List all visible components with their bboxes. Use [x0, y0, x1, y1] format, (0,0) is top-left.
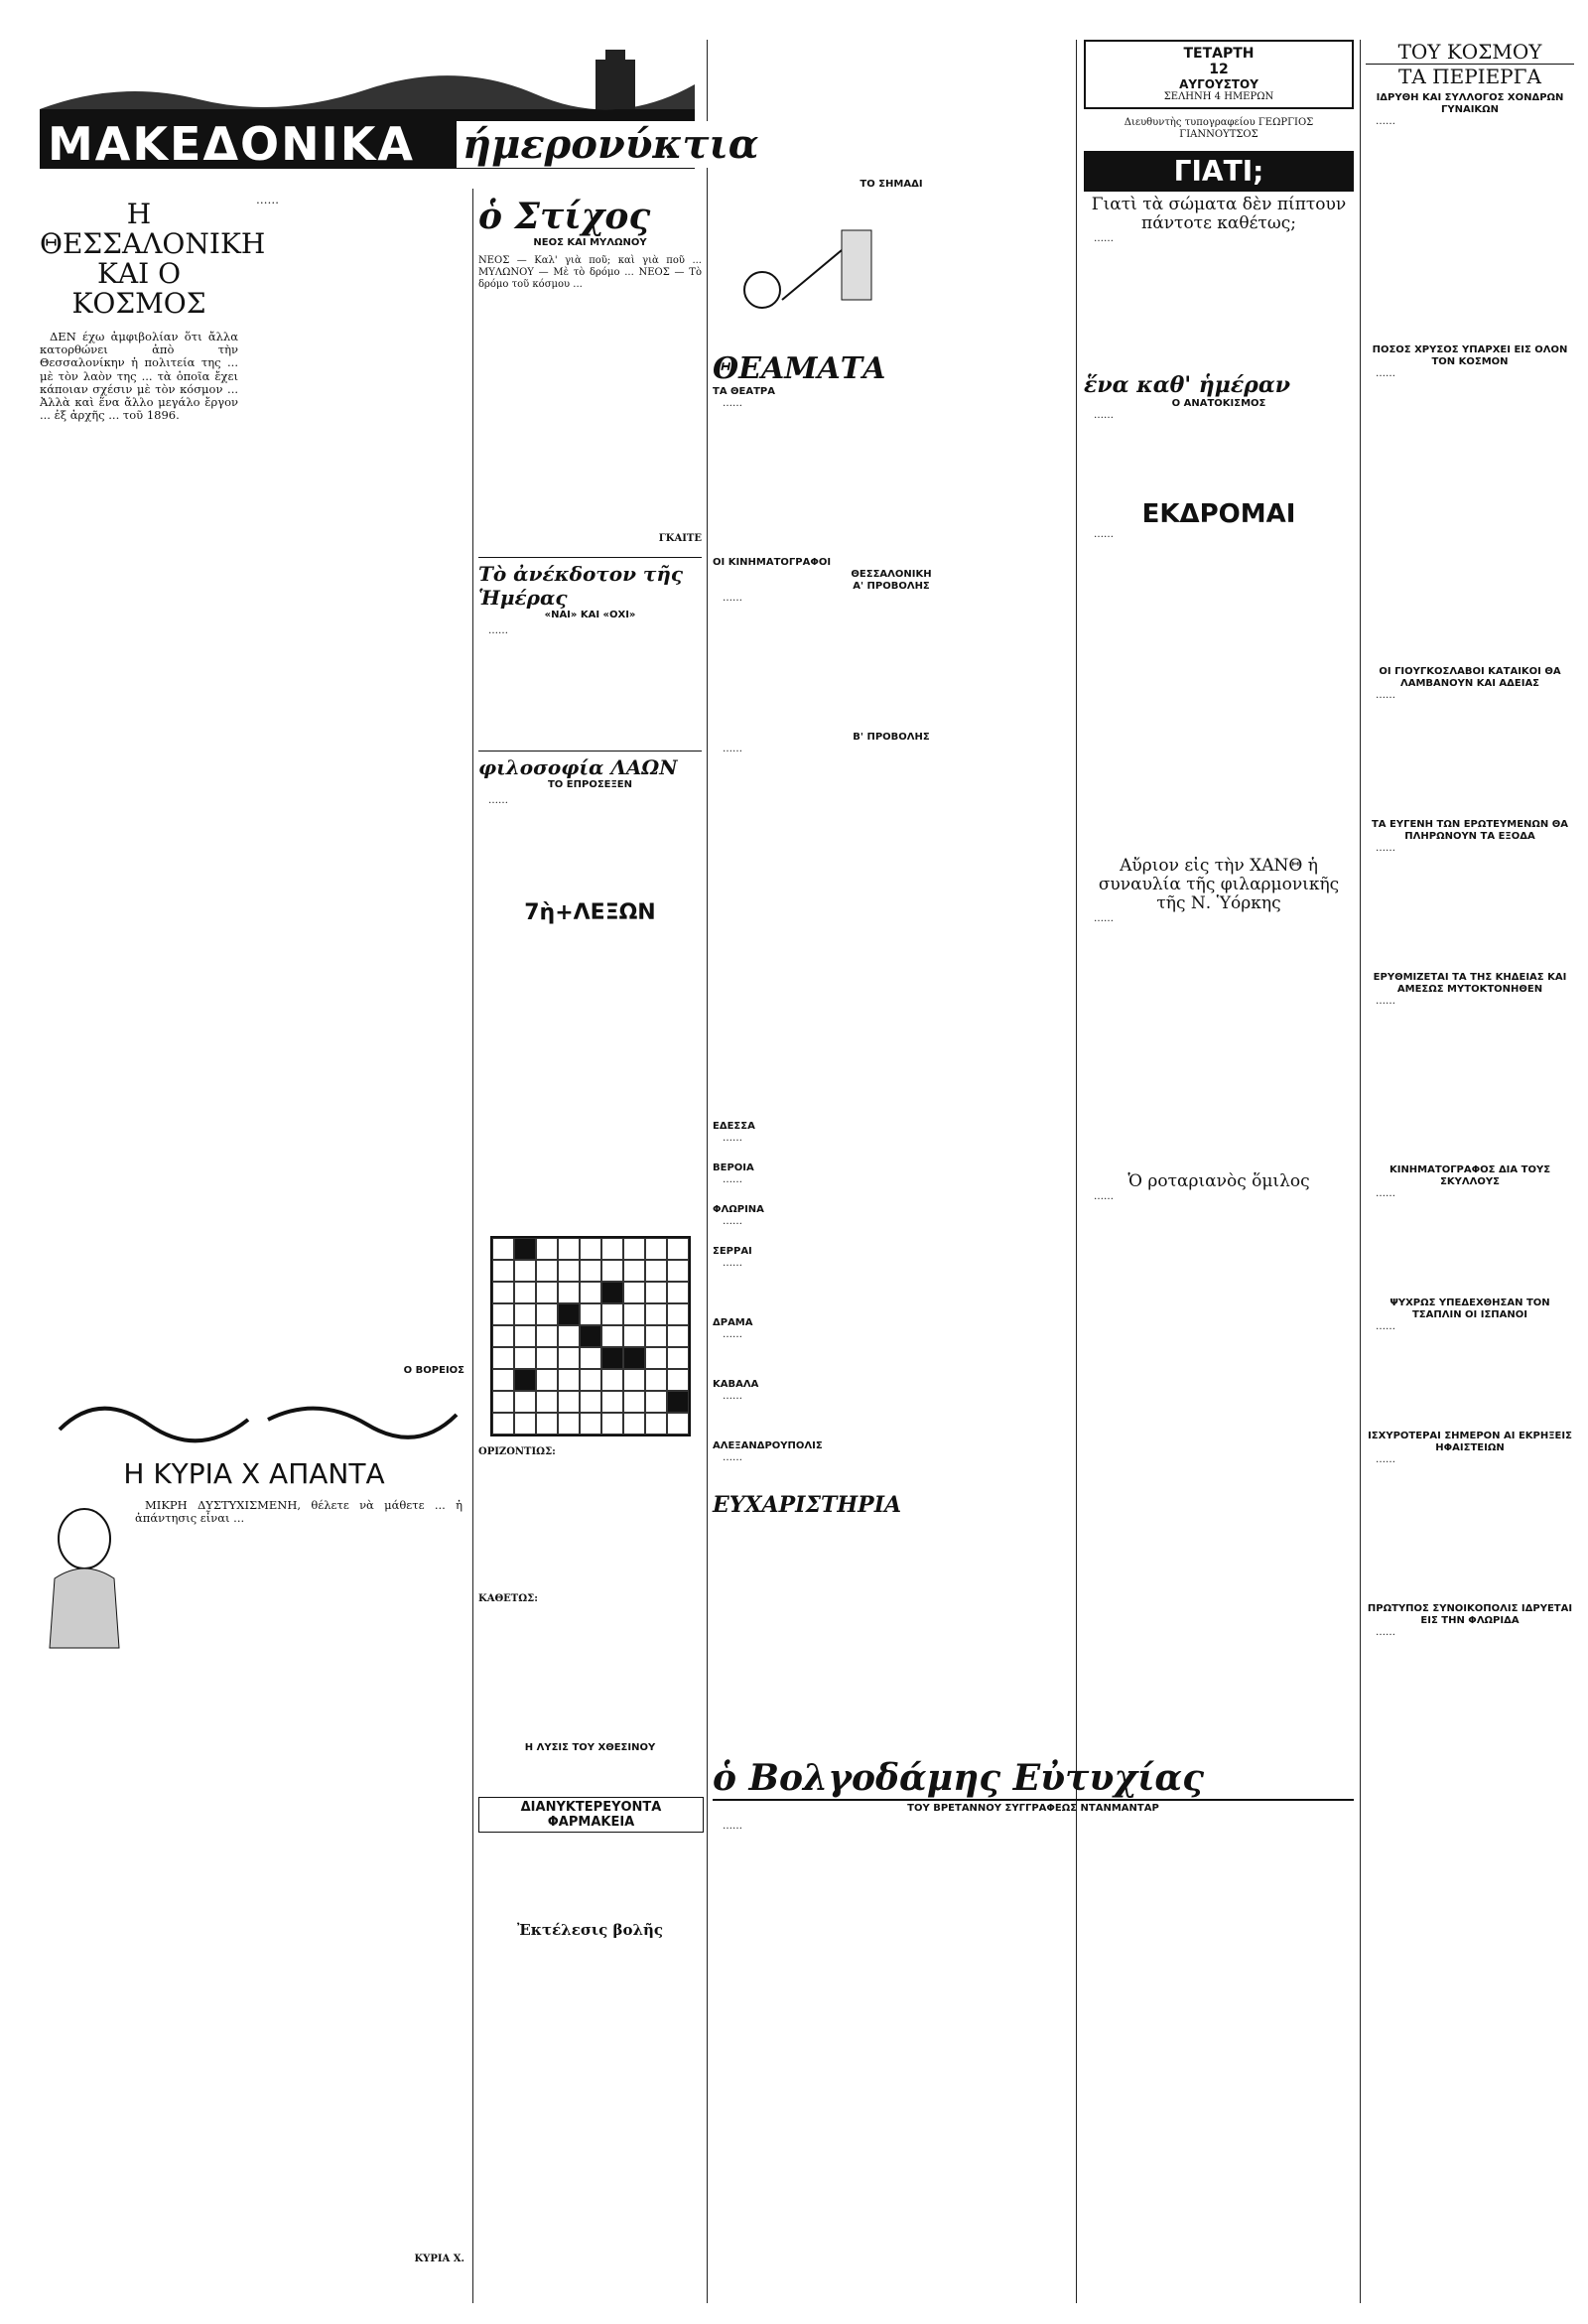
body-5: ……: [1376, 996, 1395, 1007]
ekdromai-body: ……: [1094, 529, 1114, 540]
crossword-cell[interactable]: [623, 1413, 645, 1435]
kavala-heading: ΚΑΒΑΛΑ: [713, 1379, 759, 1390]
crossword-cell[interactable]: [580, 1325, 601, 1347]
ekdromai-title: ΕΚΔΡΟΜΑΙ: [1141, 499, 1296, 529]
crossword-cell[interactable]: [601, 1391, 623, 1413]
heading-3: ΟΙ ΓΙΟΥΓΚΟΣΛΑΒΟΙ ΚΑΤΑΙΚΟΙ ΘΑ ΛΑΜΒΑΝΟΥΝ ΚΑΙ ΑΔΕΙΑΣ: [1379, 666, 1561, 689]
crossword-cell[interactable]: [580, 1260, 601, 1282]
article-body: ΔΕΝ έχω ἀμφιβολίαν ὅτι ἄλλα κατορθώνει ἀπὸ τὴν Θεσσαλονίκην ἡ πολιτεία της ... μὲ τὸν λαὸν της ... τὰ ὁποῖα ἔχει κάποιαν σχέσιν μὲ τὸν κόσμον ... Ἀλλὰ καὶ ἕνα ἄλλο μεγάλο ἔργον ... ἐξ ἀρχῆς ... τοῦ 1896.: [40, 330, 238, 423]
headline-thessaloniki: Η ΘΕΣΣΑΛΟΝΙΚΗ ΚΑΙ Ο ΚΟΣΜΟΣ: [40, 198, 266, 320]
crossword-cell[interactable]: [601, 1413, 623, 1435]
lexeon-vertical: ΚΑΘΕΤΩΣ:: [478, 1593, 538, 1604]
euxaristiria-title: ΕΥΧΑΡΙΣΤΗΡΙΑ: [713, 1492, 902, 1518]
crossword-cell[interactable]: [514, 1413, 536, 1435]
a-provoli-body: ……: [723, 593, 742, 604]
date-number: 12: [1209, 62, 1229, 77]
crossword-cell[interactable]: [558, 1391, 580, 1413]
crossword-cell[interactable]: [645, 1413, 667, 1435]
date-box: [1084, 40, 1354, 109]
crossword-cell[interactable]: [623, 1391, 645, 1413]
heading-9: ΠΡΩΤΥΠΟΣ ΣΥΝΟΙΚΟΠΟΛΙΣ ΙΔΡΥΕΤΑΙ ΕΙΣ ΤΗΝ ΦΛΩΡΙΔΑ: [1367, 1603, 1573, 1626]
crossword-cell[interactable]: [623, 1260, 645, 1282]
heading-1: ΙΔΡΥΘΗ ΚΑΙ ΣΥΛΛΟΓΟΣ ΧΟΝΔΡΩΝ ΓΥΝΑΙΚΩΝ: [1376, 92, 1564, 115]
crossword-cell[interactable]: [492, 1325, 514, 1347]
veroia-heading: ΒΕΡΟΙΑ: [713, 1162, 754, 1173]
crossword-cell[interactable]: [645, 1238, 667, 1260]
masthead-title: ΜΑΚΕΔΟΝΙΚΑ: [48, 117, 416, 171]
body-4: ……: [1376, 843, 1395, 854]
theatra-heading: ΤΑ ΘΕΑΤΡΑ: [713, 386, 776, 397]
crossword-cell[interactable]: [580, 1282, 601, 1303]
crossword-cell[interactable]: [580, 1303, 601, 1325]
heading-2: ΠΟΣΟΣ ΧΡΥΣΟΣ ΥΠΑΡΧΕΙ ΕΙΣ ΟΛΟΝ ΤΟΝ ΚΟΣΜΟΝ: [1372, 344, 1568, 367]
body-7: ……: [1376, 1321, 1395, 1332]
crossword-cell[interactable]: [667, 1347, 689, 1369]
crossword-cell[interactable]: [645, 1282, 667, 1303]
column-2: [478, 194, 702, 2308]
crossword-cell[interactable]: [645, 1391, 667, 1413]
crossword-cell[interactable]: [514, 1303, 536, 1325]
crossword-cell[interactable]: [580, 1391, 601, 1413]
cartoon-title: ΤΟ ΣΗΜΑΔΙ: [860, 179, 923, 190]
alexandroupolis-heading: ΑΛΕΞΑΝΔΡΟΥΠΟΛΙΣ: [713, 1440, 823, 1451]
crossword-cell[interactable]: [492, 1413, 514, 1435]
crossword-cell[interactable]: [667, 1369, 689, 1391]
stixos-title: ὁ Στίχος: [478, 196, 651, 237]
feature-signature: ΚΥΡΙΑ Χ.: [414, 2254, 464, 2264]
crossword-cell[interactable]: [667, 1413, 689, 1435]
date-info: ΣΕΛΗΝΗ 4 ΗΜΕΡΩΝ: [1163, 91, 1274, 102]
crossword-cell[interactable]: [536, 1260, 558, 1282]
masthead: [40, 50, 759, 184]
serres-heading: ΣΕΡΡΑΙ: [713, 1246, 752, 1257]
pharmacies-title: ΔΙΑΝΥΚΤΕΡΕΥΟΝΤΑ ΦΑΡΜΑΚΕΙΑ: [478, 1797, 704, 1833]
crossword-cell[interactable]: [667, 1260, 689, 1282]
romance-serial: [713, 1757, 1354, 2293]
article-body-continued: ……: [256, 193, 279, 206]
body-8: ……: [1376, 1454, 1395, 1465]
printer-info: Διευθυντὴς τυπογραφείου ΓΕΩΡΓΙΟΣ ΓΙΑΝΝΟΥΤΣΟΣ: [1124, 117, 1314, 140]
crossword-cell[interactable]: [645, 1325, 667, 1347]
crossword-cell[interactable]: [623, 1238, 645, 1260]
filosofia-title: φιλοσοφία ΛΑΩΝ: [478, 751, 702, 779]
tou-kosmou-title: ΤΟΥ ΚΟΣΜΟΥ: [1366, 40, 1574, 65]
crossword-cell[interactable]: [514, 1391, 536, 1413]
alexandroupolis-body: ……: [723, 1452, 742, 1463]
crossword-cell[interactable]: [667, 1303, 689, 1325]
crossword-cell[interactable]: [667, 1325, 689, 1347]
ornament-illustration: [40, 1390, 468, 1449]
romance-body: ……: [723, 1821, 742, 1832]
theatra-body: ……: [723, 398, 742, 409]
veroia-body: ……: [723, 1174, 742, 1185]
edessa-body: ……: [723, 1133, 742, 1144]
column-6: [1366, 40, 1574, 2303]
giati-subtitle: Γιατὶ τὰ σώματα δὲν πίπτουν πάντοτε καθέτως;: [1091, 195, 1347, 233]
lexeon-horizontal: ΟΡΙΖΟΝΤΙΩΣ:: [478, 1446, 556, 1457]
crossword-cell[interactable]: [492, 1369, 514, 1391]
kinimatografoi-heading: ΟΙ ΚΙΝΗΜΑΤΟΓΡΑΦΟΙ: [713, 557, 832, 568]
crossword-cell[interactable]: [492, 1260, 514, 1282]
crossword-cell[interactable]: [580, 1369, 601, 1391]
kavala-body: ……: [723, 1391, 742, 1402]
florina-heading: ΦΛΩΡΙΝΑ: [713, 1204, 764, 1215]
giati-body: ……: [1094, 233, 1114, 244]
heading-8: ΙΣΧΥΡΟΤΕΡΑΙ ΣΗΜΕΡΟΝ ΑΙ ΕΚΡΗΞΕΙΣ ΗΦΑΙΣΤΕΙΩΝ: [1368, 1431, 1572, 1453]
crossword-cell[interactable]: [667, 1282, 689, 1303]
crossword-cell[interactable]: [492, 1391, 514, 1413]
date-day: ΤΕΤΑΡΤΗ: [1183, 46, 1255, 62]
crossword-cell[interactable]: [601, 1282, 623, 1303]
body-3: ……: [1376, 690, 1395, 701]
anatoksismos-heading: Ο ΑΝΑΤΟΚΙΣΜΟΣ: [1171, 398, 1266, 409]
heading-7: ΨΥΧΡΩΣ ΥΠΕΔΕΧΘΗΣΑΝ ΤΟΝ ΤΣΑΠΛΙΝ ΟΙ ΙΣΠΑΝΟΙ: [1390, 1298, 1550, 1320]
crossword-grid[interactable]: [490, 1236, 691, 1436]
crossword-cell[interactable]: [558, 1282, 580, 1303]
column-rule: [1360, 40, 1361, 2303]
anekdoton-body: ……: [488, 625, 508, 636]
stixos-signature: ΓΚΑΙΤΕ: [658, 533, 702, 544]
crossword-cell[interactable]: [492, 1347, 514, 1369]
b-provoli-body: ……: [723, 744, 742, 754]
heading-5: ΕΡΥΘΜΙΖΕΤΑΙ ΤΑ ΤΗΣ ΚΗΔΕΙΑΣ ΚΑΙ ΑΜΕΣΩΣ ΜΥΤΟΚΤΟΝΗΘΕΝ: [1373, 972, 1567, 995]
crossword-cell[interactable]: [558, 1347, 580, 1369]
crossword-cell[interactable]: [514, 1347, 536, 1369]
crossword-cell[interactable]: [580, 1238, 601, 1260]
feature-kyria-x: [40, 1390, 468, 2283]
heading-4: ΤΑ ΕΥΓΕΝΗ ΤΩΝ ΕΡΩΤΕΥΜΕΝΩΝ ΘΑ ΠΛΗΡΩΝΟΥΝ ΤΑ ΕΞΟΔΑ: [1371, 819, 1568, 842]
crossword-cell[interactable]: [536, 1347, 558, 1369]
rotarianos-headline: Ὁ ροταριανὸς ὅμιλος: [1127, 1171, 1310, 1191]
lady-illustration: [40, 1499, 129, 1648]
crossword-cell[interactable]: [558, 1303, 580, 1325]
avrion-body: ……: [1094, 913, 1114, 924]
drama-heading: ΔΡΑΜΑ: [713, 1317, 753, 1328]
crossword-cell[interactable]: [536, 1303, 558, 1325]
column-rule: [472, 189, 473, 2303]
body-9: ……: [1376, 1627, 1395, 1638]
body-2: ……: [1376, 368, 1395, 379]
crossword-cell[interactable]: [623, 1325, 645, 1347]
body-1: ……: [1376, 116, 1395, 127]
drama-body: ……: [723, 1329, 742, 1340]
crossword-cell[interactable]: [601, 1303, 623, 1325]
theamata-title: ΘΕΑΜΑΤΑ: [713, 351, 886, 386]
rotarianos-body: ……: [1094, 1191, 1114, 1202]
signature: Ο ΒΟΡΕΙΟΣ: [403, 1365, 464, 1376]
crossword-cell[interactable]: [536, 1413, 558, 1435]
crossword-cell[interactable]: [580, 1347, 601, 1369]
anekdoton-title: Τὸ ἀνέκδοτον τῆς Ἡμέρας: [478, 557, 702, 610]
edessa-heading: ΕΔΕΣΣΑ: [713, 1121, 755, 1132]
crossword-cell[interactable]: [514, 1238, 536, 1260]
lexeon-title: 7ὴ+ΛΕΞΩΝ: [524, 900, 656, 925]
crossword-cell[interactable]: [514, 1260, 536, 1282]
crossword-cell[interactable]: [623, 1303, 645, 1325]
crossword-cell[interactable]: [645, 1369, 667, 1391]
filosofia-body: ……: [488, 795, 508, 806]
crossword-cell[interactable]: [645, 1303, 667, 1325]
a-provoli-heading: Α' ΠΡΟΒΟΛΗΣ: [853, 581, 930, 592]
crossword-cell[interactable]: [558, 1369, 580, 1391]
crossword-cell[interactable]: [601, 1260, 623, 1282]
romance-subtitle: ΤΟΥ ΒΡΕΤΑΝΝΟΥ ΣΥΓΓΡΑΦΕΩΣ ΝΤΑΝΜΑΝΤΑΡ: [907, 1803, 1159, 1814]
feature-title: Η ΚΥΡΙΑ Χ ΑΠΑΝΤΑ: [123, 1457, 385, 1490]
crossword-cell[interactable]: [514, 1369, 536, 1391]
crossword-cell[interactable]: [536, 1238, 558, 1260]
crossword-cell[interactable]: [601, 1369, 623, 1391]
crossword-cell[interactable]: [492, 1282, 514, 1303]
thessaloniki-heading: ΘΕΣΣΑΛΟΝΙΚΗ: [851, 569, 932, 580]
anekdoton-subtitle: «ΝΑΙ» ΚΑΙ «ΟΧΙ»: [544, 610, 636, 620]
florina-body: ……: [723, 1216, 742, 1227]
crossword-cell[interactable]: [667, 1238, 689, 1260]
crossword-cell[interactable]: [536, 1282, 558, 1303]
crossword-cell[interactable]: [623, 1347, 645, 1369]
lexeon-solution: Η ΛΥΣΙΣ ΤΟΥ ΧΘΕΣΙΝΟΥ: [524, 1742, 656, 1753]
stixos-body: ΝΕΟΣ — Καλ' γιὰ ποῦ; καὶ γιὰ ποῦ ... ΜΥΛΩΝΟΥ — Μὲ τὸ δρόμο ... ΝΕΟΣ — Τὸ δρόμο τοῦ κόσμου ...: [478, 255, 702, 290]
crossword-cell[interactable]: [558, 1260, 580, 1282]
crossword-cell[interactable]: [514, 1325, 536, 1347]
ta-periergs-title: ΤΑ ΠΕΡΙΕΡΓΑ: [1398, 65, 1541, 88]
crossword-cell[interactable]: [492, 1238, 514, 1260]
execution-title: Ἐκτέλεσις βολῆς: [516, 1921, 664, 1939]
stixos-subtitle: ΝΕΟΣ ΚΑΙ ΜΥΛΩΝΟΥ: [533, 237, 647, 248]
crossword-cell[interactable]: [580, 1413, 601, 1435]
crossword-cell[interactable]: [667, 1391, 689, 1413]
crossword-cell[interactable]: [492, 1303, 514, 1325]
anatoksismos-body: ……: [1094, 410, 1114, 421]
feature-body: ΜΙΚΡΗ ΔΥΣΤΥΧΙΣΜΕΝΗ, θέλετε νὰ μάθετε ... ἡ ἀπάντησις εἶναι ...: [135, 1498, 463, 1526]
serres-body: ……: [723, 1258, 742, 1269]
crossword-cell[interactable]: [514, 1282, 536, 1303]
crossword-cell[interactable]: [645, 1260, 667, 1282]
column-rule: [707, 40, 708, 2303]
avrion-headline: Αὔριον εἰς τὴν ΧΑΝΘ ἡ συναυλία τῆς φιλαρμονικῆς τῆς Ν. Ὑόρκης: [1098, 856, 1340, 913]
cartoon-illustration: [723, 191, 921, 340]
column-1b: [246, 194, 468, 1385]
giati-title: ΓΙΑΤΙ;: [1084, 151, 1354, 192]
crossword-cell[interactable]: [558, 1325, 580, 1347]
crossword-cell[interactable]: [536, 1391, 558, 1413]
crossword-cell[interactable]: [536, 1369, 558, 1391]
crossword-cell[interactable]: [536, 1325, 558, 1347]
crossword-cell[interactable]: [645, 1347, 667, 1369]
crossword-cell[interactable]: [558, 1238, 580, 1260]
masthead-subtitle: ήμερονύκτια: [457, 121, 765, 168]
crossword-cell[interactable]: [601, 1325, 623, 1347]
crossword-cell[interactable]: [601, 1347, 623, 1369]
crossword-cell[interactable]: [558, 1413, 580, 1435]
date-month: ΑΥΓΟΥΣΤΟΥ: [1179, 77, 1258, 91]
b-provoli-heading: Β' ΠΡΟΒΟΛΗΣ: [853, 732, 930, 743]
filosofia-subtitle: ΤΟ ΕΠΡΟΣΕΞΕΝ: [547, 779, 632, 790]
crossword-cell[interactable]: [623, 1369, 645, 1391]
body-6: ……: [1376, 1188, 1395, 1199]
enakathimeran-title: ἕνα καθ' ἡμέραν: [1084, 372, 1291, 398]
crossword-cell[interactable]: [623, 1282, 645, 1303]
heading-6: ΚΙΝΗΜΑΤΟΓΡΑΦΟΣ ΔΙΑ ΤΟΥΣ ΣΚΥΛΛΟΥΣ: [1389, 1164, 1551, 1187]
romance-title: ὁ Βολγοδάμης Εὐτυχίας: [713, 1757, 1354, 1801]
crossword-cell[interactable]: [601, 1238, 623, 1260]
